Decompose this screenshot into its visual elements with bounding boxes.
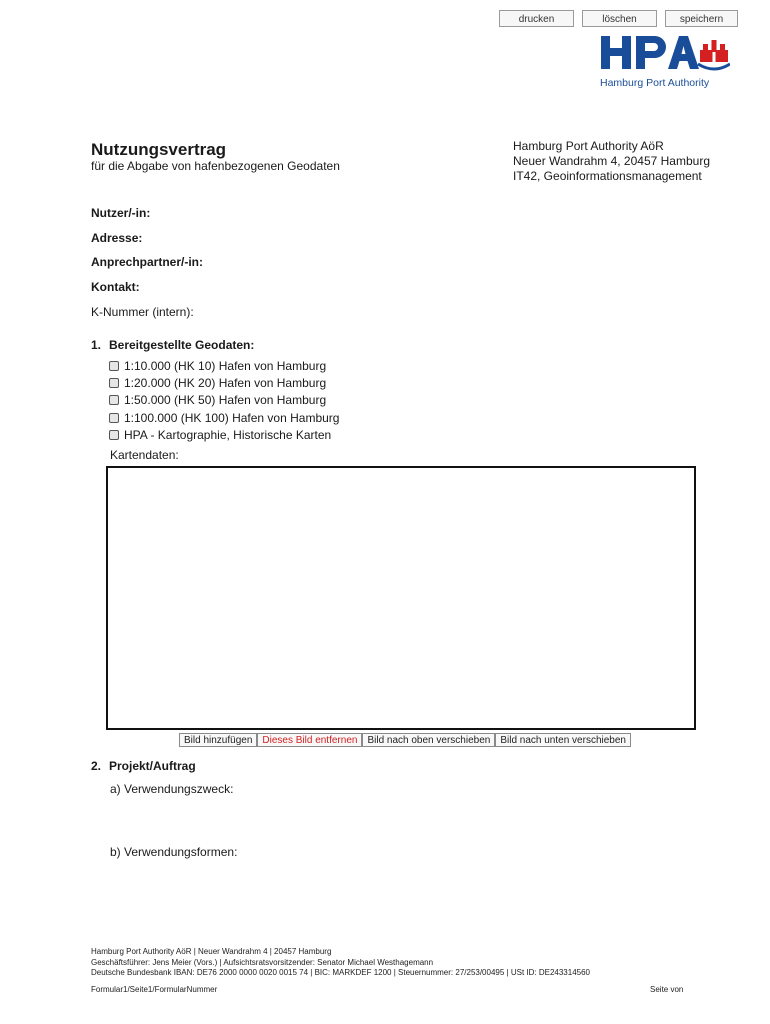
- map-data-label: Kartendaten:: [110, 448, 179, 462]
- address-line-3: IT42, Geoinformationsmanagement: [513, 169, 702, 183]
- section-2-title: Projekt/Auftrag: [109, 759, 196, 773]
- checkbox[interactable]: [109, 361, 119, 371]
- move-image-down-button[interactable]: Bild nach unten verschieben: [495, 733, 631, 747]
- option-label: 1:50.000 (HK 50) Hafen von Hamburg: [124, 393, 327, 407]
- user-field-label: Nutzer/-in:: [91, 206, 151, 220]
- map-image-field[interactable]: [106, 466, 696, 730]
- logo-tagline: Hamburg Port Authority: [600, 77, 710, 89]
- footer-line-2: Geschäftsführer: Jens Meier (Vors.) | Aufsichtsratsvorsitzender: Senator Michael Westhagemann: [91, 958, 434, 967]
- section-2-number: 2.: [91, 759, 102, 773]
- page-title: Nutzungsvertrag: [91, 140, 227, 159]
- save-button[interactable]: speichern: [665, 10, 738, 27]
- add-image-button[interactable]: Bild hinzufügen: [179, 733, 257, 747]
- hpa-logo-mark: [600, 33, 730, 73]
- address-field-label: Adresse:: [91, 231, 143, 245]
- section-1-heading: [91, 338, 254, 352]
- page-subtitle: für die Abgabe von hafenbezogenen Geodaten: [91, 159, 340, 173]
- checkbox[interactable]: [109, 430, 119, 440]
- move-image-up-button[interactable]: Bild nach oben verschieben: [362, 733, 495, 747]
- checkbox[interactable]: [109, 395, 119, 405]
- section-1-number: 1.: [91, 338, 102, 352]
- image-button-bar: [179, 733, 631, 747]
- option-hk20[interactable]: [109, 376, 326, 390]
- hpa-logo: [600, 33, 730, 89]
- checkbox[interactable]: [109, 378, 119, 388]
- contact-person-field-label: Anprechpartner/-in:: [91, 255, 204, 269]
- option-label: 1:100.000 (HK 100) Hafen von Hamburg: [124, 411, 340, 425]
- remove-image-button[interactable]: Dieses Bild entfernen: [257, 733, 362, 747]
- address-line-2: Neuer Wandrahm 4, 20457 Hamburg: [513, 154, 710, 168]
- contact-field-label: Kontakt:: [91, 280, 140, 294]
- checkbox[interactable]: [109, 413, 119, 423]
- option-historical-maps[interactable]: [109, 428, 331, 442]
- page-number: Seite von: [650, 985, 684, 994]
- k-number-field-label: K-Nummer (intern):: [91, 305, 194, 319]
- option-hk10[interactable]: [109, 359, 326, 373]
- option-hk50[interactable]: [109, 393, 326, 407]
- form-id: Formular1/Seite1/FormularNummer: [91, 985, 218, 994]
- purpose-field-label: a) Verwendungszweck:: [110, 782, 234, 796]
- option-hk100[interactable]: [109, 411, 339, 425]
- footer-line-1: Hamburg Port Authority AöR | Neuer Wandrahm 4 | 20457 Hamburg: [91, 947, 332, 956]
- print-button[interactable]: drucken: [499, 10, 574, 27]
- option-label: 1:20.000 (HK 20) Hafen von Hamburg: [124, 376, 327, 390]
- address-line-1: Hamburg Port Authority AöR: [513, 139, 664, 153]
- footer-line-3: Deutsche Bundesbank IBAN: DE76 2000 0000 0020 0015 74 | BIC: MARKDEF 1200 | Steuernummer: 27/253/00495 | USt ID: DE243314560: [91, 968, 590, 977]
- usage-forms-field-label: b) Verwendungsformen:: [110, 845, 238, 859]
- option-label: 1:10.000 (HK 10) Hafen von Hamburg: [124, 359, 327, 373]
- section-1-title: Bereitgestellte Geodaten:: [109, 338, 255, 352]
- delete-button[interactable]: löschen: [582, 10, 657, 27]
- section-2-heading: [91, 759, 196, 773]
- option-label: HPA - Kartographie, Historische Karten: [124, 428, 332, 442]
